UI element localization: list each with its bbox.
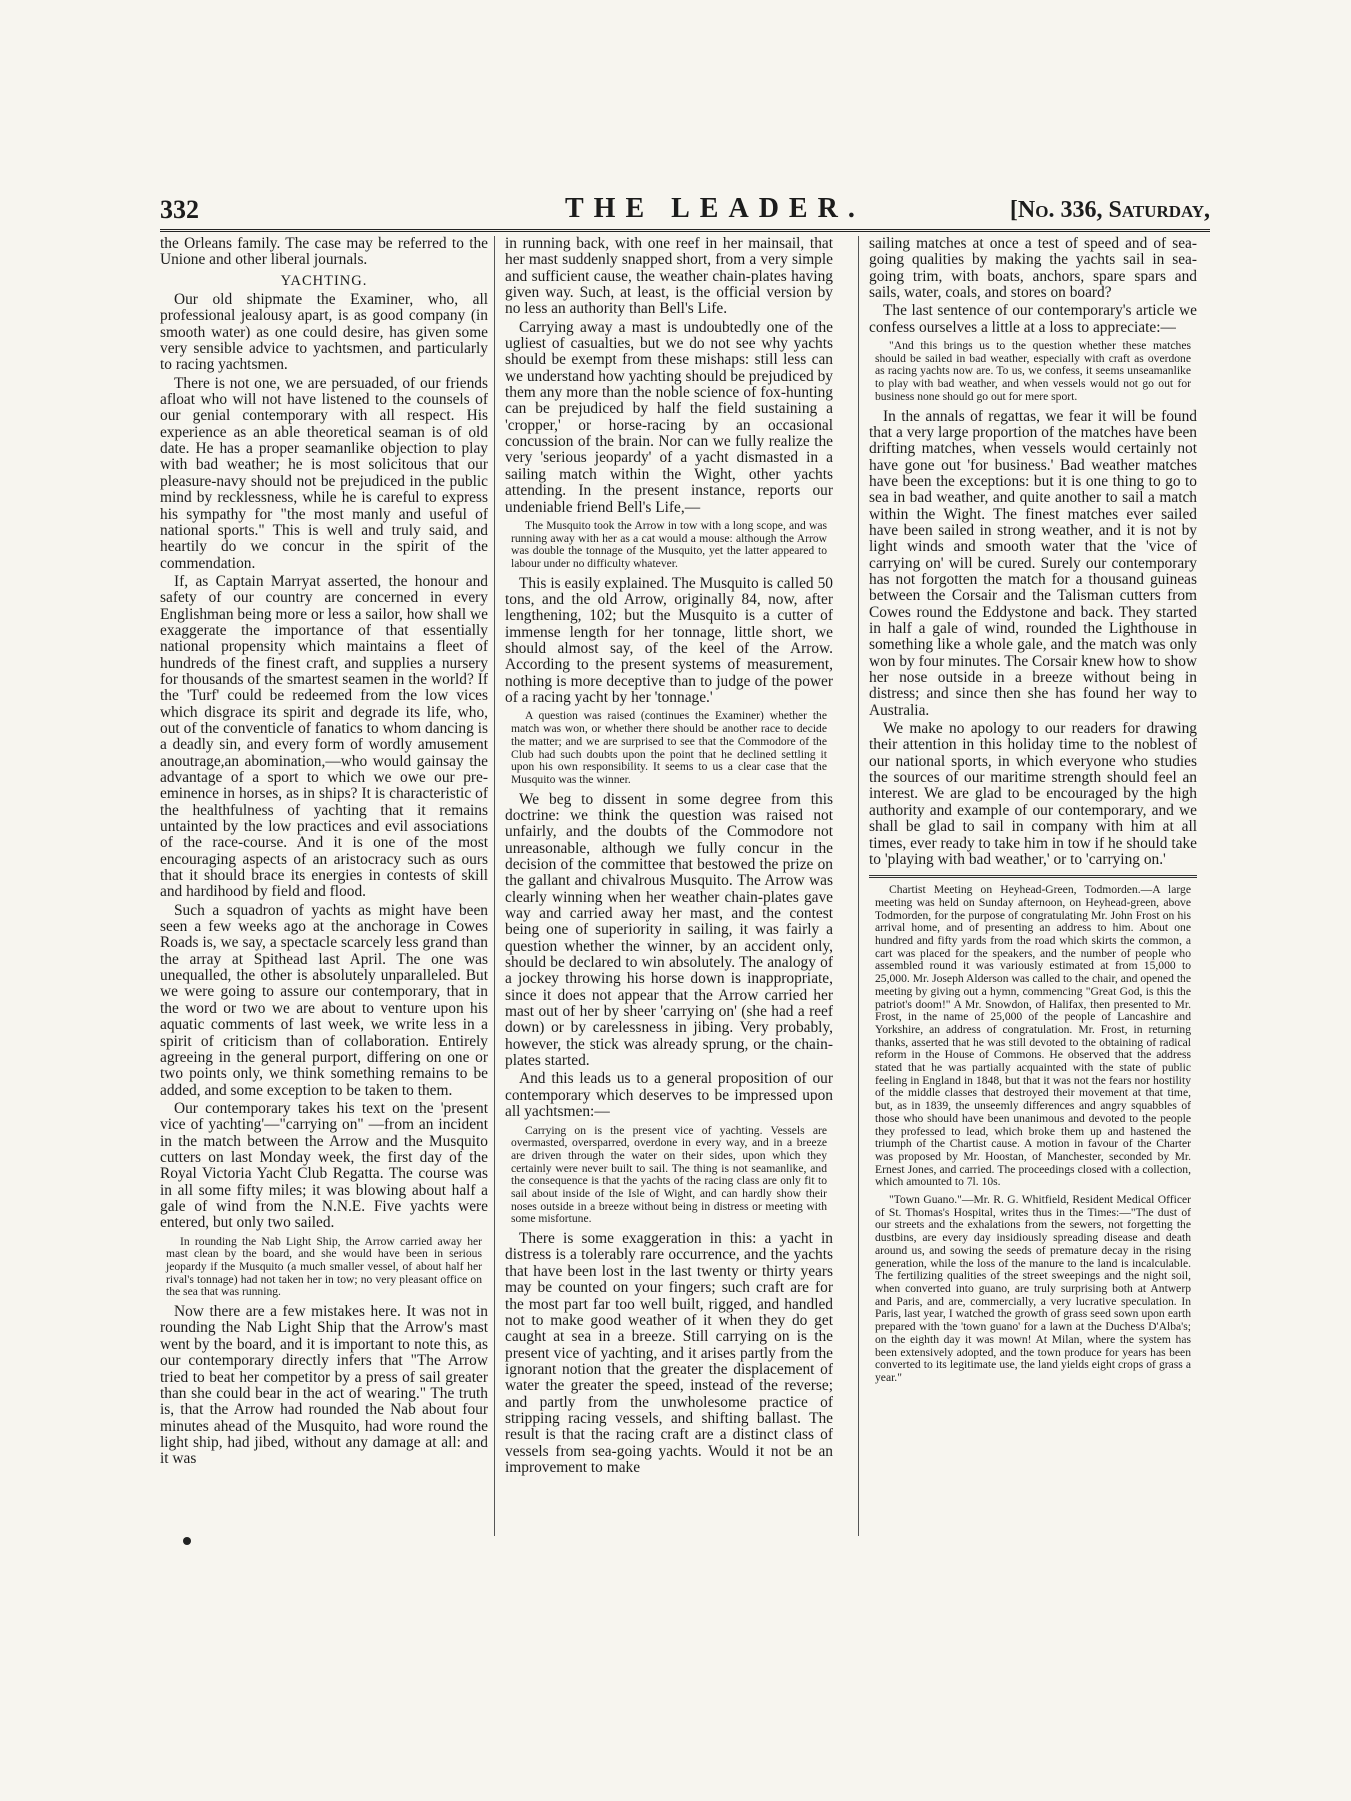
- masthead-title: THE LEADER.: [565, 193, 865, 224]
- quotation: Carrying on is the present vice of yachting. Vessels are overmasted, oversparred, overdone in every way, and in a breeze are driven through the water on their sides, upon which they certainly were never built to sail. The thing is not seamanlike, and the consequence is that the yachts of the racing class are only fit to sail about inside of the Isle of Wight, and can hardly show their noses outside in a breeze without being in distress or meeting with some misfortune.: [511, 1123, 827, 1226]
- paragraph: in running back, with one reef in her mainsail, that her mast suddenly snapped short, from a very simple and sufficient cause, the weather chain-plates having given way. Such, at least, is the official version by no less an authority than Bell's Life.: [505, 235, 833, 318]
- paragraph: Our contemporary takes his text on the 'present vice of yachting'—"carrying on" —from an incident in the match between the Arrow and the Musquito cutters on last Monday week, the first day of the Royal Victoria Yacht Club Regatta. The course was in all some fifty miles; it was blowing about half a gale of wind from the N.N.E. Five yachts were entered, but only two sailed.: [160, 1099, 488, 1232]
- issue-info: [No. 336, Saturday,: [1009, 197, 1210, 223]
- quotation: "And this brings us to the question whether these matches should be sailed in bad weather, especially with craft as overdone as racing yachts now are. To us, we confess, it seems unseamanlike to play with bad weather, and when vessels would not go out for business none should go out for mere sport.: [875, 339, 1191, 403]
- paragraph: If, as Captain Marryat asserted, the honour and safety of our country are concerned in every Englishman being more or less a sailor, how shall we exaggerate the importance of that essentially national propensity which maintains a fleet of hundreds of the finest craft, and supplies a nursery for thousands of the smartest seamen in the world? If the 'Turf' could be redeemed from the low vices which disgrace its spirit and degrade its life, who, out of the conventicle of fanatics to whom dancing is a deadly sin, and every form of wordly amusement anoutrage,an abomination,—who would gainsay the advantage of a sport to which we owe our pre-eminence in horses, as in ships? It is characteristic of the healthfulness of yachting that it remains untainted by the low practices and evil associations of the race-course. And it is one of the most encouraging aspects of an aristocracy such as ours that it should brace its energies in contests of skill and hardihood by field and flood.: [160, 572, 488, 901]
- paragraph: the Orleans family. The case may be referred to the Unione and other liberal journals.: [160, 235, 488, 269]
- paragraph: Now there are a few mistakes here. It was not in rounding the Nab Light Ship that the Arrow's mast went by the board, and it is important to note this, as our contemporary directly infers that "The Arrow tried to beat her competitor by a press of sail greater than she could bear in the act of wearing." The truth is, that the Arrow had rounded the Nab about four minutes ahead of the Musquito, had wore round the light ship, had jibed, without any damage at all: and it was: [160, 1303, 488, 1468]
- paragraph: And this leads us to a general proposition of our contemporary which deserves to be impressed upon all yachtsmen:—: [505, 1070, 833, 1121]
- column-2: [505, 236, 833, 1478]
- paragraph: We beg to dissent in some degree from this doctrine: we think the question was raised not unfairly, and the doubts of the Commodore not unreasonable, although we fully concur in the decision of the committee that bestowed the prize on the gallant and chivalrous Musquito. The Arrow was clearly winning when her weather chain-plates gave way and carried away her mast, and the contest being one of superiority in sailing, it was fairly a question whether the winner, by an accident only, should be declared to win absolutely. The analogy of a jockey throwing his horse down is inappropriate, since it does not appear that the Arrow carried her mast out of her by sheer 'carrying on' (she had a reef down) or by carelessness in jibing. Very probably, however, the stick was already sprung, or the chain-plates started.: [505, 790, 833, 1070]
- ink-mark: [183, 1537, 191, 1545]
- paragraph: The last sentence of our contemporary's article we confess ourselves a little at a loss to appreciate:—: [869, 302, 1197, 336]
- paragraph: Our old shipmate the Examiner, who, all professional jealousy apart, is as good company (in smooth water) as one could desire, has given some very sensible advice to yachtsmen, and particularly to racing yachtsmen.: [160, 291, 488, 374]
- page-number: 332: [160, 195, 199, 224]
- section-heading: YACHTING.: [280, 272, 368, 289]
- column-rule: [494, 236, 495, 1536]
- column-3: [869, 236, 1197, 1390]
- paragraph: In the annals of regattas, we fear it will be found that a very large proportion of the matches have been drifting matches, when vessels would certainly not have gone out 'for business.' Bad weather matches have been the exceptions: but it is one thing to go to sea in bad weather, and quite another to sail a match within the Wight. The finest matches ever sailed have been sailed in strong weather, and it is not by light winds and smooth water that the 'vice of carrying on' will be cured. Surely our contemporary has not forgotten the match for a thousand guineas between the Corsair and the Talisman cutters from Cowes round the Eddystone and back. They started in half a gale of wind, rounded the Lighthouse in something like a whole gale, and the match was only won by four minutes. The Corsair knew how to show her nose outside in a breeze without being in distress; and since then she has found her way to Australia.: [869, 407, 1198, 719]
- paragraph: There is some exaggeration in this: a yacht in distress is a tolerably rare occurrence, and the yachts that have been lost in the last twenty or thirty years may be counted on your fingers; such craft are for the most part far too well built, rigged, and handled not to make good weather of it when they do get caught at sea in a breeze. Still carrying on is the present vice of yachting, and it arises partly from the ignorant notion that the greater the displacement of water the greater the speed, instead of the reverse; and partly from the unwholesome practice of stripping racing vessels, and shifting ballast. The result is that the racing craft are a distinct class of vessels from sea-going yachts. Would it not be an improvement to make: [505, 1230, 833, 1476]
- news-item-chartist-meeting: Chartist Meeting on Heyhead-Green, Todmorden.—A large meeting was held on Sunday afternoon, on Heyhead-green, above Todmorden, for the purpose of congratulating Mr. John Frost on his arrival home, and of presenting an address to him. About one hundred and fifty yards from the road which skirts the common, a cart was placed for the speakers, and the number of people who assembled round it was variously estimated at from 15,000 to 25,000. Mr. Joseph Alderson was called to the chair, and opened the meeting by giving out a hymn, commencing "Great God, is this the patriot's doom!" A Mr. Snowdon, of Halifax, then presented to Mr. Frost, in the name of 25,000 of the people of Lancashire and Yorkshire, an address of congratulation. Mr. Frost, in returning thanks, asserted that he was still devoted to the obtaining of radical reform in the House of Commons. He observed that the address stated that he was partially acquainted with the state of public feeling in England in 1848, but that it was not the fears nor hostility of the middle classes that destroyed their movement at that time, but, as in 1839, the unseemly differences and angry squabbles of those who should have been unanimous and devoted to the people they professed to lead, which broke them up and hastened the triumph of the Chartist cause. A motion in favour of the Charter was proposed by Mr. Hoostan, of Manchester, seconded by Mr. Ernest Jones, and carried. The proceedings closed with a collection, which amounted to 7l. 10s.: [875, 883, 1191, 1189]
- paragraph: sailing matches at once a test of speed and of sea-going qualities by making the yachts sail in sea-going trim, with boats, anchors, spare spars and sails, water, coals, and stores on board?: [869, 235, 1197, 302]
- column-rule: [858, 236, 859, 1536]
- section-divider: [869, 875, 1197, 878]
- paragraph: Carrying away a mast is undoubtedly one of the ugliest of casualties, but we do not see why yachts should be exempt from these mishaps: still less can we understand how yachting should be prejudiced by them any more than the noble science of fox-hunting can be prejudiced by half the field sustaining a 'cropper,' or horse-racing by an occasional concussion of the brain. Nor can we fully realize the very 'serious jeopardy' of a yacht dismasted in a sailing match within the Wight, other yachts attending. In the present instance, reports our undeniable friend Bell's Life,—: [505, 318, 833, 516]
- column-1: [160, 236, 488, 1470]
- news-item-town-guano: "Town Guano."—Mr. R. G. Whitfield, Resident Medical Officer of St. Thomas's Hospital, writes thus in the Times:—"The dust of our streets and the exhalations from the sewers, not forgetting the dustbins, are every day insidiously spreading disease and death around us, and sowing the seeds of premature decay in the rising generation, while the loss of the manure to the land is incalculable. The fertilizing qualities of the street sweepings and the night soil, when converted into guano, are truly surprising both at Antwerp and Paris, and are, commercially, a very lucrative speculation. In Paris, last year, I watched the growth of grass seed sown upon earth prepared with the 'town guano' for a lawn at the Duchess D'Alba's; on the eighth day it was mown! At Milan, where the system has been extensively adopted, and the town produce for years has been converted to its legitimate use, the land yields eight crops of grass a year.": [875, 1193, 1191, 1384]
- quotation: The Musquito took the Arrow in tow with a long scope, and was running away with her as a cat would a mouse: although the Arrow was double the tonnage of the Musquito, yet the latter appeared to labour under no difficulty whatever.: [511, 518, 827, 570]
- quotation: A question was raised (continues the Examiner) whether the match was won, or whether there should be another race to decide the matter; and we are surprised to see that the Commodore of the Club had such doubts upon the point that he declined settling it upon his own responsibility. It seems to us a clear case that the Musquito was the winner.: [511, 709, 827, 786]
- paragraph: We make no apology to our readers for drawing their attention in this holiday time to the noblest of our national sports, in which everyone who studies the sources of our maritime strength should feel an interest. We are glad to be encouraged by the high authority and example of our contemporary, and we shall be glad to sail in company with him at all times, ever ready to take him in tow if he should take to 'playing with bad weather,' or to 'carrying on.': [869, 720, 1197, 868]
- paragraph: This is easily explained. The Musquito is called 50 tons, and the old Arrow, originally 84, now, after lengthening, 102; but the Musquito is a cutter of immense length for her tonnage, little short, we should almost say, of the keel of the Arrow. According to the present systems of measurement, nothing is more deceptive than to judge of the power of a racing yacht by her 'tonnage.': [505, 574, 833, 707]
- paragraph: There is not one, we are persuaded, of our friends afloat who will not have listened to the counsels of our genial contemporary with all respect. His experience as an able theoretical seaman is of old date. He has a proper seamanlike objection to play with bad weather; he is most solicitous that our pleasure-navy should not be prejudiced in the public mind by recklessness, while he is careful to express his sympathy for "the most manly and useful of national sports." This is well and truly said, and heartily do we concur in the spirit of the commendation.: [160, 374, 488, 572]
- page-header: [160, 195, 1210, 232]
- paragraph: Such a squadron of yachts as might have been seen a few weeks ago at the anchorage in Cowes Roads is, we say, a spectacle scarcely less grand than the array at Spithead last April. The one was unequalled, the other is absolutely unparalleled. But we were going to assure our contemporary, that in the word or two we are about to venture upon his aquatic comments of last week, we write less in a spirit of criticism than of collaboration. Entirely agreeing in the general purport, differing on one or two points only, we think something remains to be added, and some exception to be taken to them.: [160, 901, 488, 1099]
- quotation: In rounding the Nab Light Ship, the Arrow carried away her mast clean by the board, and she would have been in serious jeopardy if the Musquito (a much smaller vessel, of about half her rival's tonnage) had not taken her in tow; no very pleasant office on the sea that was running.: [166, 1234, 482, 1299]
